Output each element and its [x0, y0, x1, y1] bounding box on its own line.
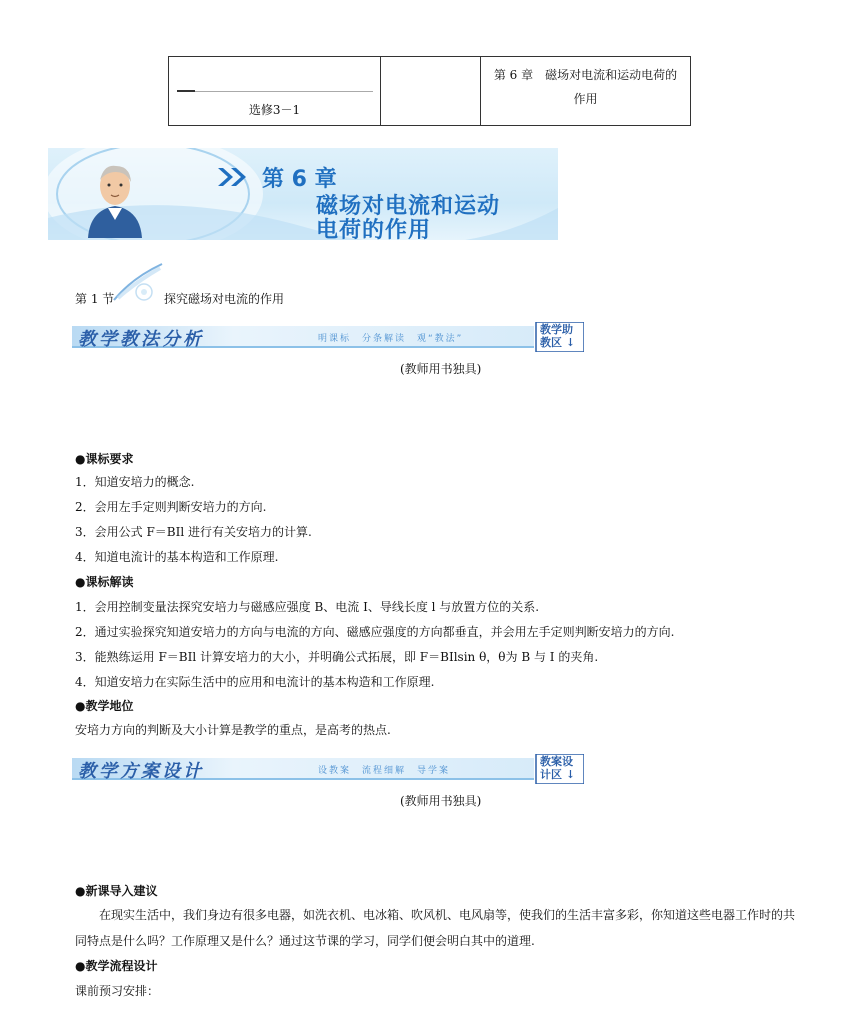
chapter-banner — [48, 148, 558, 240]
banner-title-line1: 磁场对电流和运动 — [316, 194, 501, 219]
teaching-position-text: 安培力方向的判断及大小计算是教学的重点，是高考的热点. — [75, 723, 391, 737]
list-item: 4．知道电流计的基本构造和工作原理. — [75, 550, 279, 564]
list-item: 2．通过实验探究知道安培力的方向与电流的方向、磁感应强度的方向都垂直，并会用左手定则判断安培力的方向. — [75, 625, 675, 639]
header-rule — [177, 91, 373, 92]
teacher-note: (教师用书独具) — [400, 794, 482, 808]
teaching-analysis-bar — [72, 322, 584, 352]
teaching-aid-badge[interactable] — [540, 323, 575, 349]
down-arrow-icon: ↓ — [565, 336, 576, 349]
teacher-note: (教师用书独具) — [400, 362, 482, 376]
bar-subtitle: 设教案 流程细解 导学案 — [318, 766, 451, 776]
section-title: 探究磁场对电流的作用 — [164, 292, 285, 306]
badge-line1: 教学助 — [540, 323, 573, 336]
teaching-position-heading: ●教学地位 — [75, 699, 134, 713]
header-rule-mark — [177, 90, 195, 92]
header-cell-left — [169, 57, 381, 125]
chapter-title-line2: 作用 — [573, 92, 598, 106]
bar-title: 教学方案设计 — [78, 761, 204, 782]
header-table — [168, 56, 691, 126]
new-lesson-line1: 在现实生活中，我们身边有很多电器，如洗衣机、电冰箱、吹风机、电风扇等，使我们的生活丰富多彩，你知道这些电器工作时的共 — [99, 908, 796, 922]
banner-chapter-number: 第 6 章 — [262, 167, 337, 192]
banner-title-line2: 电荷的作用 — [316, 218, 432, 240]
badge-line1: 教案设 — [540, 755, 573, 768]
bar-title: 教学教法分析 — [78, 329, 204, 350]
flow-design-heading: ●教学流程设计 — [75, 959, 158, 973]
requirements-heading: ●课标要求 — [75, 452, 134, 466]
header-cell-right — [481, 57, 690, 125]
down-arrow-icon: ↓ — [565, 768, 576, 781]
bar-subtitle: 明课标 分条解读 观“教法” — [318, 334, 464, 344]
list-item: 1．会用控制变量法探究安培力与磁感应强度 B、电流 I、导线长度 l 与放置方位的关系. — [75, 600, 540, 614]
double-chevron-icon — [216, 166, 250, 188]
list-item: 4．知道安培力在实际生活中的应用和电流计的基本构造和工作原理. — [75, 675, 435, 689]
list-item: 1．知道安培力的概念. — [75, 475, 195, 489]
lesson-plan-bar — [72, 754, 584, 784]
new-lesson-heading: ●新课导入建议 — [75, 884, 158, 898]
scientist-portrait-image — [80, 158, 150, 238]
list-item: 3．会用公式 F＝BIl 进行有关安培力的计算. — [75, 525, 312, 539]
paper-plane-icon — [108, 262, 164, 306]
preview-arrangement: 课前预习安排： — [75, 984, 160, 998]
list-item: 3．能熟练运用 F＝BIl 计算安培力的大小，并明确公式拓展，即 F＝BIlsin θ，θ为 B 与 I 的夹角. — [75, 650, 599, 664]
section-number: 第 1 节 — [75, 292, 115, 306]
badge-line2: 教区 ↓ — [540, 336, 576, 349]
lesson-plan-badge[interactable] — [540, 755, 575, 781]
header-cell-middle — [381, 57, 481, 125]
new-lesson-line2: 同特点是什么吗？工作原理又是什么？通过这节课的学习，同学们便会明白其中的道理. — [75, 934, 535, 948]
badge-line2: 计区 ↓ — [540, 768, 576, 781]
course-name: 选修3－1 — [248, 103, 301, 117]
interpretation-heading: ●课标解读 — [75, 575, 134, 589]
chapter-title-line1: 第 6 章 磁场对电流和运动电荷的 — [493, 68, 678, 82]
list-item: 2．会用左手定则判断安培力的方向. — [75, 500, 267, 514]
